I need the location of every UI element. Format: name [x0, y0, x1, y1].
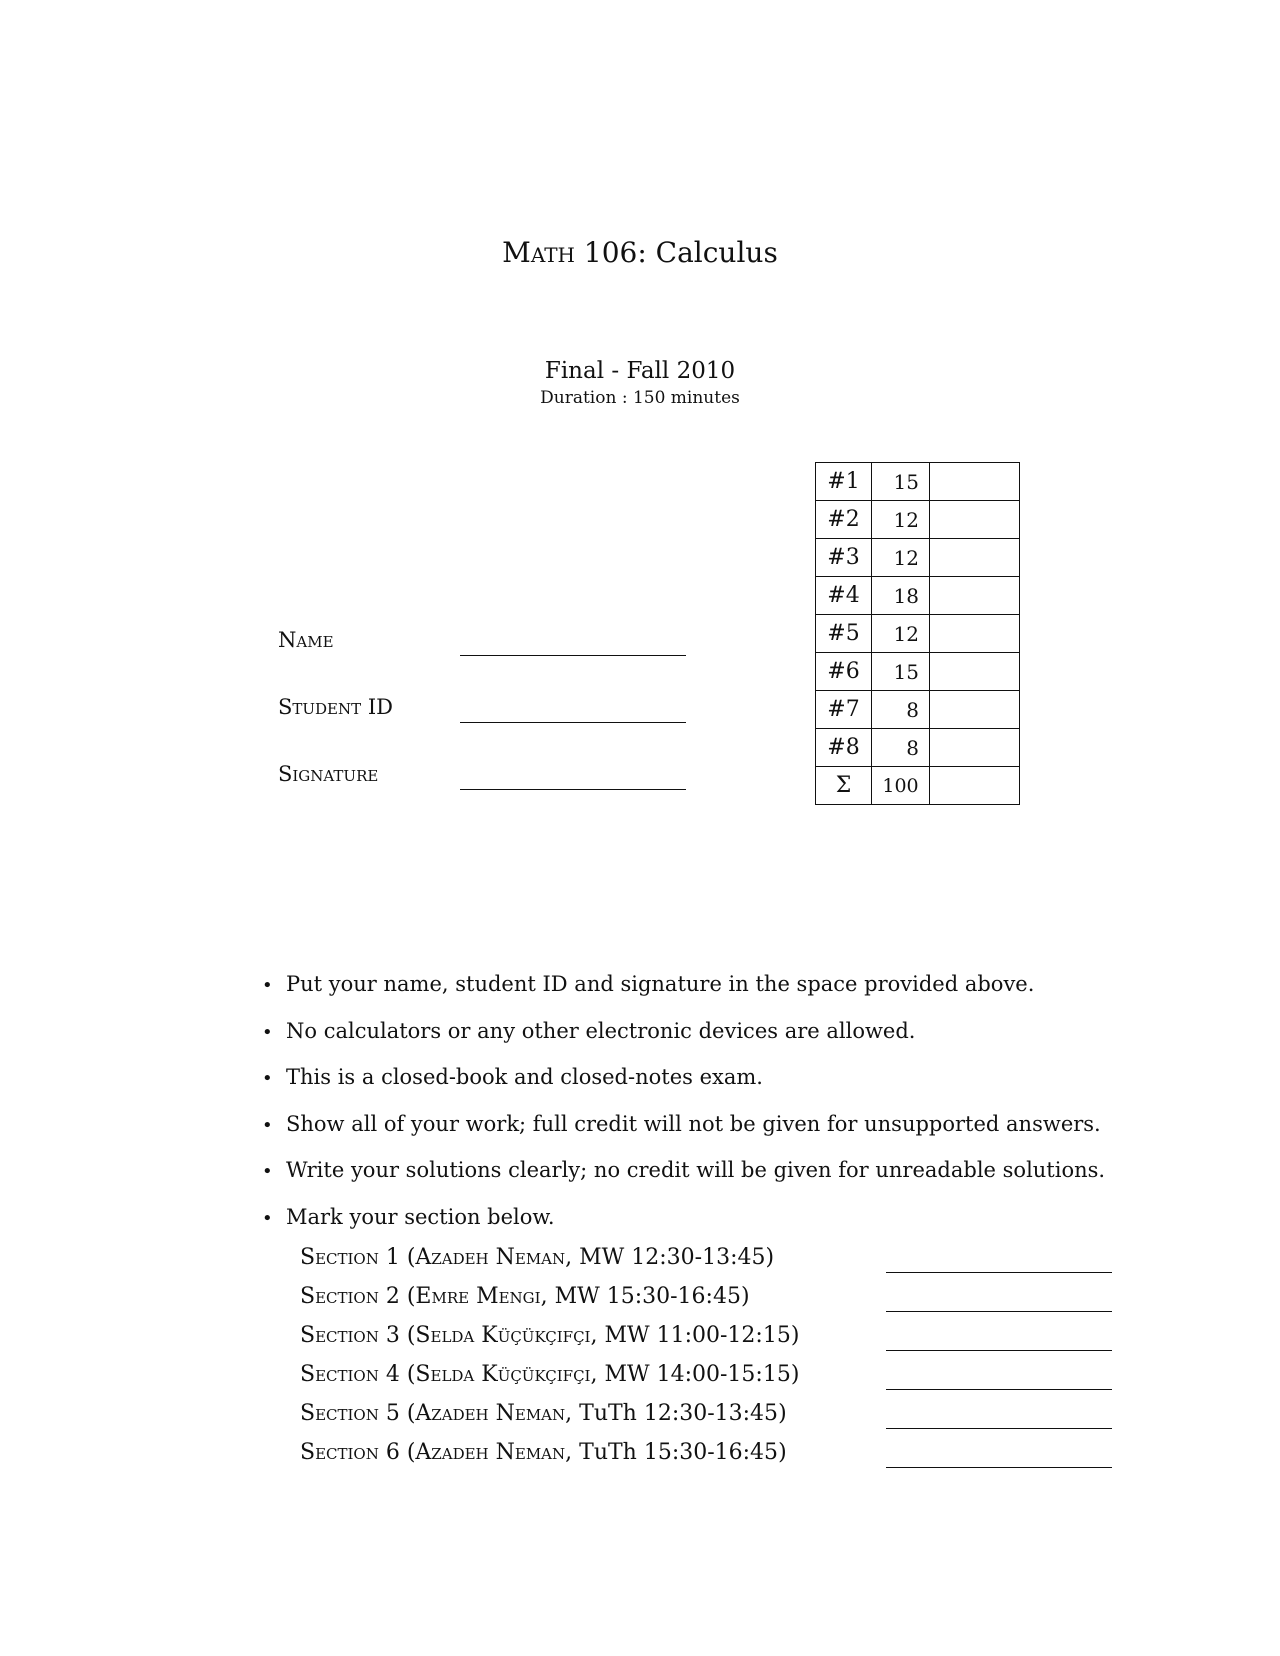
section-label: Section 1 (Azadeh Neman, MW 12:30-13:45): [300, 1245, 775, 1270]
question-points: 15: [872, 463, 930, 501]
section-label: Section 6 (Azadeh Neman, TuTh 15:30-16:45): [300, 1440, 787, 1465]
signature-field[interactable]: [460, 789, 686, 790]
exam-name: Final - Fall 2010: [544, 358, 736, 384]
question-number: #7: [816, 691, 872, 729]
bullet-icon: •: [262, 975, 273, 996]
course-title: 106: Calculus: [574, 236, 778, 269]
student-id-label: Student ID: [278, 695, 393, 719]
question-points: 12: [872, 539, 930, 577]
question-points: 8: [872, 729, 930, 767]
section-row: [300, 1440, 1112, 1479]
signature-label: Signature: [278, 762, 379, 786]
question-number: #1: [816, 463, 872, 501]
table-row: [816, 691, 1020, 729]
exam-duration: Duration : 150 minutes: [540, 388, 740, 408]
list-item: [262, 1019, 1162, 1066]
question-number: #6: [816, 653, 872, 691]
section-instructor: Azadeh Neman: [415, 1401, 566, 1426]
section-instructor: Azadeh Neman: [415, 1440, 566, 1465]
section-time: MW 14:00-15:15: [604, 1362, 791, 1387]
score-cell[interactable]: [930, 615, 1020, 653]
instruction-text: Mark your section below.: [286, 1204, 555, 1229]
bullet-icon: •: [262, 1068, 273, 1089]
section-mark-field[interactable]: [886, 1311, 1112, 1312]
sum-symbol: Σ: [816, 767, 872, 805]
table-row: [816, 539, 1020, 577]
section-mark-field[interactable]: [886, 1389, 1112, 1390]
bullet-icon: •: [262, 1207, 273, 1229]
question-points: 12: [872, 615, 930, 653]
section-name: Section 3: [300, 1323, 400, 1348]
section-mark-field[interactable]: [886, 1350, 1112, 1351]
list-item: [262, 972, 1162, 1019]
score-cell[interactable]: [930, 691, 1020, 729]
bullet-icon: •: [262, 1021, 273, 1043]
section-instructor: Emre Mengi: [415, 1284, 541, 1309]
question-number: #5: [816, 615, 872, 653]
list-item: [262, 1065, 1162, 1112]
name-field[interactable]: [460, 655, 686, 656]
total-row: [816, 767, 1020, 805]
score-cell[interactable]: [930, 463, 1020, 501]
bullet-icon: •: [262, 1161, 273, 1182]
section-name: Section 4: [300, 1362, 400, 1387]
score-cell[interactable]: [930, 539, 1020, 577]
list-item: [262, 1158, 1162, 1205]
section-instructor: Selda Küçükçifçi: [415, 1323, 591, 1348]
table-row: [816, 463, 1020, 501]
section-row: [300, 1401, 1112, 1440]
section-mark-field[interactable]: [886, 1428, 1112, 1429]
table-row: [816, 501, 1020, 539]
table-row: [816, 729, 1020, 767]
question-points: 15: [872, 653, 930, 691]
name-label: Name: [278, 628, 334, 652]
question-points: 12: [872, 501, 930, 539]
question-number: #3: [816, 539, 872, 577]
exam-title: [0, 236, 1280, 269]
instruction-text: Put your name, student ID and signature in the space provided above.: [286, 972, 1035, 996]
instruction-text: Write your solutions clearly; no credit will be given for unreadable solutions.: [286, 1158, 1106, 1182]
question-number: #8: [816, 729, 872, 767]
table-row: [816, 577, 1020, 615]
section-name: Section 6: [300, 1440, 400, 1465]
question-number: #2: [816, 501, 872, 539]
question-points: 18: [872, 577, 930, 615]
section-time: MW 11:00-12:15: [604, 1323, 791, 1348]
section-row: [300, 1323, 1112, 1362]
instruction-text: Show all of your work; full credit will not be given for unsupported answers.: [286, 1111, 1101, 1136]
course-prefix: Math: [502, 236, 575, 269]
score-cell[interactable]: [930, 729, 1020, 767]
section-time: TuTh 15:30-16:45: [579, 1440, 779, 1465]
section-time: MW 12:30-13:45: [579, 1245, 766, 1270]
section-name: Section 2: [300, 1284, 400, 1309]
section-name: Section 1: [300, 1245, 400, 1270]
section-name: Section 5: [300, 1401, 400, 1426]
table-row: [816, 615, 1020, 653]
table-row: [816, 653, 1020, 691]
question-number: #4: [816, 577, 872, 615]
list-item: [262, 1112, 1162, 1159]
section-instructor: Selda Küçükçifçi: [415, 1362, 591, 1387]
score-table: [815, 462, 1020, 805]
score-cell[interactable]: [930, 501, 1020, 539]
question-points: 8: [872, 691, 930, 729]
section-time: MW 15:30-16:45: [554, 1284, 741, 1309]
instructions-list: [262, 972, 1162, 1251]
section-label: Section 3 (Selda Küçükçifçi, MW 11:00-12:15): [300, 1323, 800, 1348]
section-time: TuTh 12:30-13:45: [579, 1401, 779, 1426]
student-id-field[interactable]: [460, 722, 686, 723]
section-label: Section 5 (Azadeh Neman, TuTh 12:30-13:45): [300, 1401, 787, 1426]
section-row: [300, 1362, 1112, 1401]
instruction-text: No calculators or any other electronic devices are allowed.: [286, 1018, 916, 1043]
section-label: Section 2 (Emre Mengi, MW 15:30-16:45): [300, 1284, 750, 1309]
section-label: Section 4 (Selda Küçükçifçi, MW 14:00-15:15): [300, 1362, 800, 1387]
instruction-text: This is a closed-book and closed-notes exam.: [286, 1065, 763, 1089]
score-cell[interactable]: [930, 653, 1020, 691]
total-points: 100: [872, 767, 930, 805]
total-score-cell[interactable]: [930, 767, 1020, 805]
section-instructor: Azadeh Neman: [415, 1245, 566, 1270]
section-row: [300, 1245, 1112, 1284]
bullet-icon: •: [262, 1114, 273, 1136]
section-row: [300, 1284, 1112, 1323]
section-mark-field[interactable]: [886, 1272, 1112, 1273]
score-cell[interactable]: [930, 577, 1020, 615]
section-mark-field[interactable]: [886, 1467, 1112, 1468]
